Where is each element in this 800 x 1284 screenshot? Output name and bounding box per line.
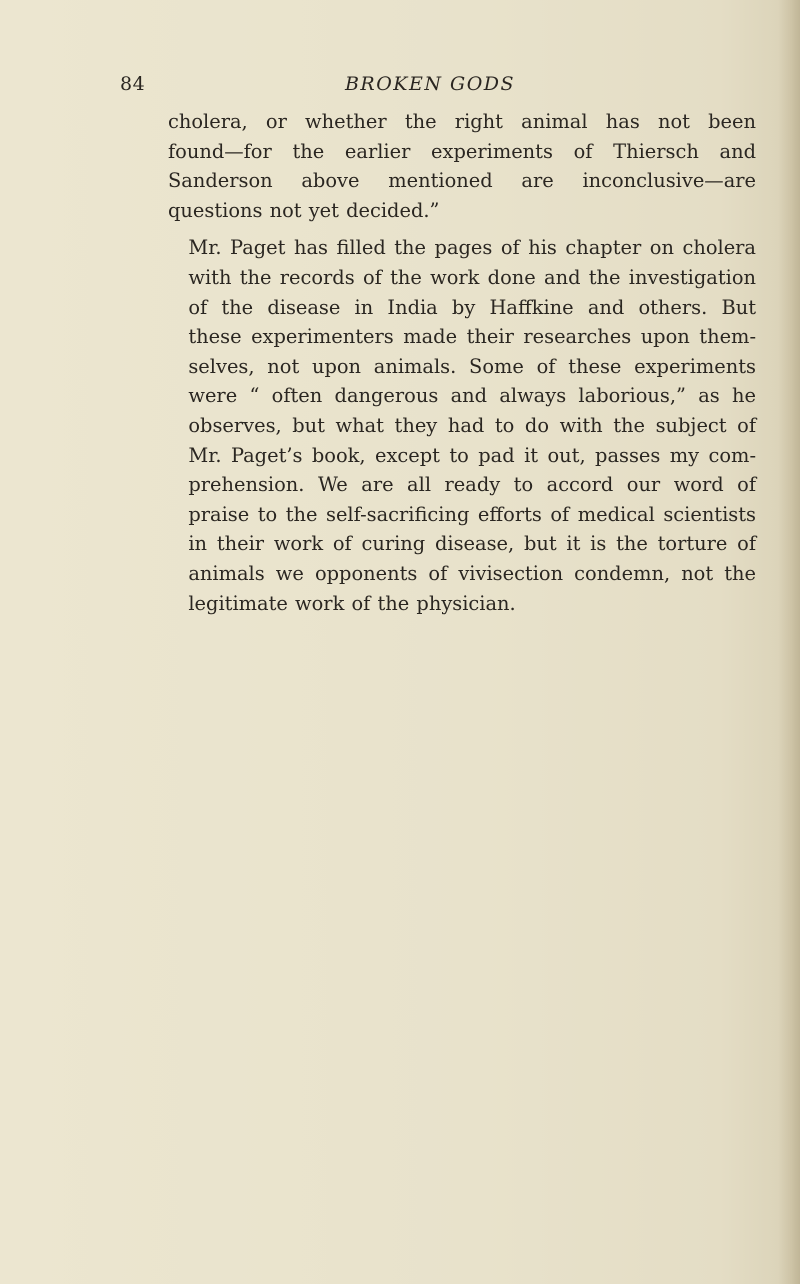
text-line: praise to the self-sacrificing efforts of medical scientists <box>188 502 756 526</box>
text-line: observes, but what they had to do with the subject of <box>188 413 756 437</box>
text-line: in their work of curing disease, but it is the torture of <box>188 532 756 556</box>
text-line: Mr. Paget has filled the pages of his chapter on cholera <box>188 236 756 260</box>
text-line: questions not yet decided.” <box>168 198 440 222</box>
text-line: prehension. We are all ready to accord our word of <box>188 473 756 497</box>
text-line: animals we opponents of vivisection condemn, not the <box>188 561 756 585</box>
text-line: of the disease in India by Haffkine and others. But <box>188 295 756 319</box>
page-header <box>120 73 740 103</box>
body-text <box>168 107 756 618</box>
text-line: Sanderson above mentioned are inconclusive—are <box>168 169 756 193</box>
text-line: found—for the earlier experiments of Thiersch and <box>168 139 756 163</box>
text-line: these experimenters made their researches upon them- <box>188 325 756 349</box>
text-line: were “ often dangerous and always laborious,” as he <box>188 384 756 408</box>
paragraph <box>168 233 756 618</box>
text-line: cholera, or whether the right animal has not been <box>168 110 756 133</box>
text-line: Mr. Paget’s book, except to pad it out, passes my com- <box>188 443 756 467</box>
page-number: 84 <box>120 73 146 95</box>
running-title: BROKEN GODS <box>344 73 516 95</box>
page-edge-shadow <box>778 0 800 1284</box>
text-line: legitimate work of the physician. <box>188 591 516 615</box>
paragraph <box>168 107 756 225</box>
text-line: selves, not upon animals. Some of these experiments <box>188 354 756 378</box>
text-line: with the records of the work done and the investigation <box>188 265 756 289</box>
